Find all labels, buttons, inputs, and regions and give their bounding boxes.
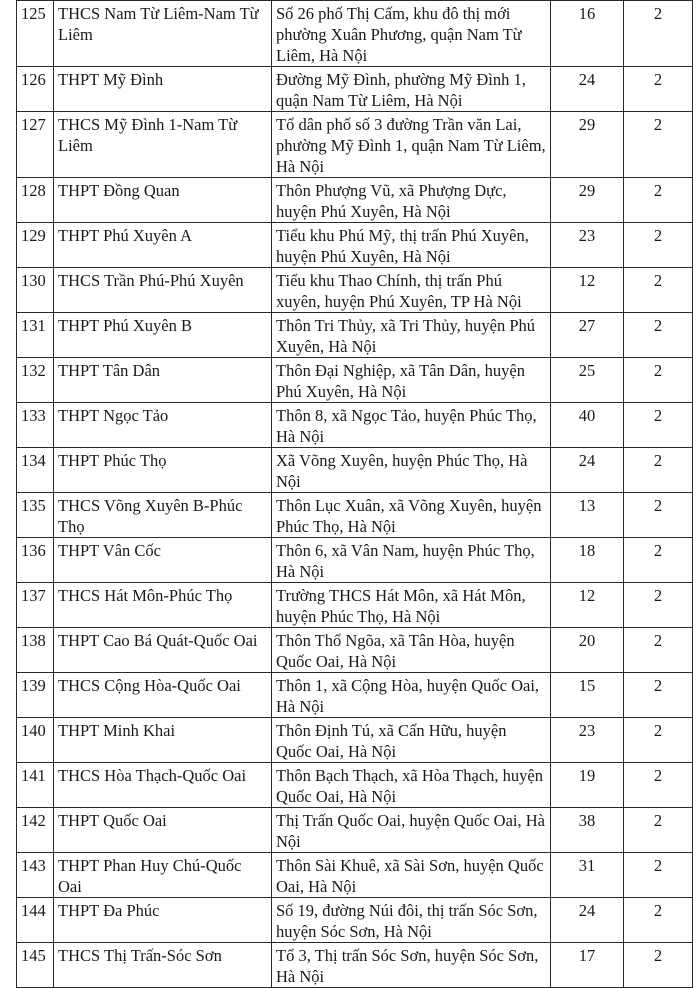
count-1: 38 <box>551 808 624 853</box>
table-row <box>17 1 693 67</box>
row-number: 145 <box>17 943 54 988</box>
row-number: 125 <box>17 1 54 67</box>
row-number: 139 <box>17 673 54 718</box>
school-name: THPT Vân Cốc <box>54 538 272 583</box>
row-number: 128 <box>17 178 54 223</box>
count-1: 12 <box>551 583 624 628</box>
table-row <box>17 493 693 538</box>
school-name: THPT Phú Xuyên A <box>54 223 272 268</box>
school-address: Thôn Sài Khuê, xã Sài Sơn, huyện Quốc Oai, Hà Nội <box>272 853 551 898</box>
school-name: THCS Nam Từ Liêm-Nam Từ Liêm <box>54 1 272 67</box>
table-row <box>17 358 693 403</box>
count-1: 15 <box>551 673 624 718</box>
count-2: 2 <box>624 268 693 313</box>
school-address: Thôn Thổ Ngõa, xã Tân Hòa, huyện Quốc Oai, Hà Nội <box>272 628 551 673</box>
count-2: 2 <box>624 538 693 583</box>
school-name: THPT Quốc Oai <box>54 808 272 853</box>
count-1: 23 <box>551 223 624 268</box>
count-1: 24 <box>551 898 624 943</box>
school-name: THCS Trần Phú-Phú Xuyên <box>54 268 272 313</box>
row-number: 137 <box>17 583 54 628</box>
school-name: THPT Đa Phúc <box>54 898 272 943</box>
school-name: THCS Thị Trấn-Sóc Sơn <box>54 943 272 988</box>
school-address: Thôn 8, xã Ngọc Tảo, huyện Phúc Thọ, Hà Nội <box>272 403 551 448</box>
school-address: Tổ dân phố số 3 đường Trần văn Lai, phường Mỹ Đình 1, quận Nam Từ Liêm, Hà Nội <box>272 112 551 178</box>
table-row <box>17 763 693 808</box>
table-row <box>17 268 693 313</box>
count-2: 2 <box>624 1 693 67</box>
row-number: 142 <box>17 808 54 853</box>
school-address: Thôn Tri Thủy, xã Tri Thủy, huyện Phú Xuyên, Hà Nội <box>272 313 551 358</box>
count-2: 2 <box>624 313 693 358</box>
school-address: Thôn 1, xã Cộng Hòa, huyện Quốc Oai, Hà Nội <box>272 673 551 718</box>
row-number: 140 <box>17 718 54 763</box>
document-page <box>16 0 692 988</box>
count-2: 2 <box>624 898 693 943</box>
count-1: 18 <box>551 538 624 583</box>
school-address: Tổ 3, Thị trấn Sóc Sơn, huyện Sóc Sơn, Hà Nội <box>272 943 551 988</box>
count-2: 2 <box>624 808 693 853</box>
school-name: THPT Tân Dân <box>54 358 272 403</box>
school-table-body <box>17 1 693 988</box>
count-1: 19 <box>551 763 624 808</box>
count-2: 2 <box>624 67 693 112</box>
count-1: 17 <box>551 943 624 988</box>
row-number: 126 <box>17 67 54 112</box>
school-name: THPT Ngọc Tảo <box>54 403 272 448</box>
school-name: THCS Hát Môn-Phúc Thọ <box>54 583 272 628</box>
row-number: 136 <box>17 538 54 583</box>
table-row <box>17 223 693 268</box>
count-2: 2 <box>624 718 693 763</box>
row-number: 130 <box>17 268 54 313</box>
count-2: 2 <box>624 493 693 538</box>
row-number: 132 <box>17 358 54 403</box>
count-1: 29 <box>551 178 624 223</box>
row-number: 138 <box>17 628 54 673</box>
table-row <box>17 853 693 898</box>
school-table <box>16 0 693 988</box>
row-number: 143 <box>17 853 54 898</box>
table-row <box>17 538 693 583</box>
school-address: Thôn 6, xã Vân Nam, huyện Phúc Thọ, Hà Nội <box>272 538 551 583</box>
school-address: Thị Trấn Quốc Oai, huyện Quốc Oai, Hà Nội <box>272 808 551 853</box>
row-number: 129 <box>17 223 54 268</box>
school-name: THCS Mỹ Đình 1-Nam Từ Liêm <box>54 112 272 178</box>
row-number: 135 <box>17 493 54 538</box>
table-row <box>17 718 693 763</box>
school-address: Thôn Bạch Thạch, xã Hòa Thạch, huyện Quốc Oai, Hà Nội <box>272 763 551 808</box>
row-number: 131 <box>17 313 54 358</box>
table-row <box>17 448 693 493</box>
table-row <box>17 628 693 673</box>
school-name: THPT Cao Bá Quát-Quốc Oai <box>54 628 272 673</box>
school-address: Tiểu khu Thao Chính, thị trấn Phú xuyên, huyện Phú Xuyên, TP Hà Nội <box>272 268 551 313</box>
count-1: 13 <box>551 493 624 538</box>
count-2: 2 <box>624 763 693 808</box>
table-row <box>17 67 693 112</box>
school-name: THPT Phan Huy Chú-Quốc Oai <box>54 853 272 898</box>
count-2: 2 <box>624 112 693 178</box>
school-name: THCS Cộng Hòa-Quốc Oai <box>54 673 272 718</box>
school-address: Thôn Lục Xuân, xã Võng Xuyên, huyện Phúc Thọ, Hà Nội <box>272 493 551 538</box>
count-1: 23 <box>551 718 624 763</box>
count-1: 31 <box>551 853 624 898</box>
count-2: 2 <box>624 853 693 898</box>
count-2: 2 <box>624 628 693 673</box>
count-2: 2 <box>624 583 693 628</box>
count-2: 2 <box>624 673 693 718</box>
table-row <box>17 673 693 718</box>
school-name: THCS Võng Xuyên B-Phúc Thọ <box>54 493 272 538</box>
table-row <box>17 313 693 358</box>
count-1: 12 <box>551 268 624 313</box>
count-1: 29 <box>551 112 624 178</box>
school-address: Đường Mỹ Đình, phường Mỹ Đình 1, quận Nam Từ Liêm, Hà Nội <box>272 67 551 112</box>
count-1: 24 <box>551 67 624 112</box>
row-number: 144 <box>17 898 54 943</box>
table-row <box>17 583 693 628</box>
school-name: THPT Minh Khai <box>54 718 272 763</box>
school-name: THPT Đồng Quan <box>54 178 272 223</box>
count-2: 2 <box>624 358 693 403</box>
school-address: Trường THCS Hát Môn, xã Hát Môn, huyện Phúc Thọ, Hà Nội <box>272 583 551 628</box>
count-2: 2 <box>624 943 693 988</box>
table-row <box>17 112 693 178</box>
school-address: Số 26 phố Thị Cấm, khu đô thị mới phường Xuân Phương, quận Nam Từ Liêm, Hà Nội <box>272 1 551 67</box>
count-2: 2 <box>624 448 693 493</box>
school-address: Thôn Đại Nghiệp, xã Tân Dân, huyện Phú Xuyên, Hà Nội <box>272 358 551 403</box>
row-number: 134 <box>17 448 54 493</box>
count-2: 2 <box>624 223 693 268</box>
count-1: 25 <box>551 358 624 403</box>
school-name: THPT Phúc Thọ <box>54 448 272 493</box>
school-address: Số 19, đường Núi đôi, thị trấn Sóc Sơn, huyện Sóc Sơn, Hà Nội <box>272 898 551 943</box>
table-row <box>17 808 693 853</box>
school-name: THCS Hòa Thạch-Quốc Oai <box>54 763 272 808</box>
count-1: 20 <box>551 628 624 673</box>
count-2: 2 <box>624 178 693 223</box>
count-1: 24 <box>551 448 624 493</box>
count-1: 16 <box>551 1 624 67</box>
row-number: 133 <box>17 403 54 448</box>
row-number: 127 <box>17 112 54 178</box>
school-address: Thôn Định Tú, xã Cấn Hữu, huyện Quốc Oai, Hà Nội <box>272 718 551 763</box>
school-name: THPT Mỹ Đình <box>54 67 272 112</box>
table-row <box>17 403 693 448</box>
row-number: 141 <box>17 763 54 808</box>
school-address: Thôn Phượng Vũ, xã Phượng Dực, huyện Phú Xuyên, Hà Nội <box>272 178 551 223</box>
school-address: Xã Võng Xuyên, huyện Phúc Thọ, Hà Nội <box>272 448 551 493</box>
school-address: Tiểu khu Phú Mỹ, thị trấn Phú Xuyên, huyện Phú Xuyên, Hà Nội <box>272 223 551 268</box>
school-name: THPT Phú Xuyên B <box>54 313 272 358</box>
count-1: 27 <box>551 313 624 358</box>
table-row <box>17 178 693 223</box>
table-row <box>17 943 693 988</box>
count-1: 40 <box>551 403 624 448</box>
count-2: 2 <box>624 403 693 448</box>
table-row <box>17 898 693 943</box>
